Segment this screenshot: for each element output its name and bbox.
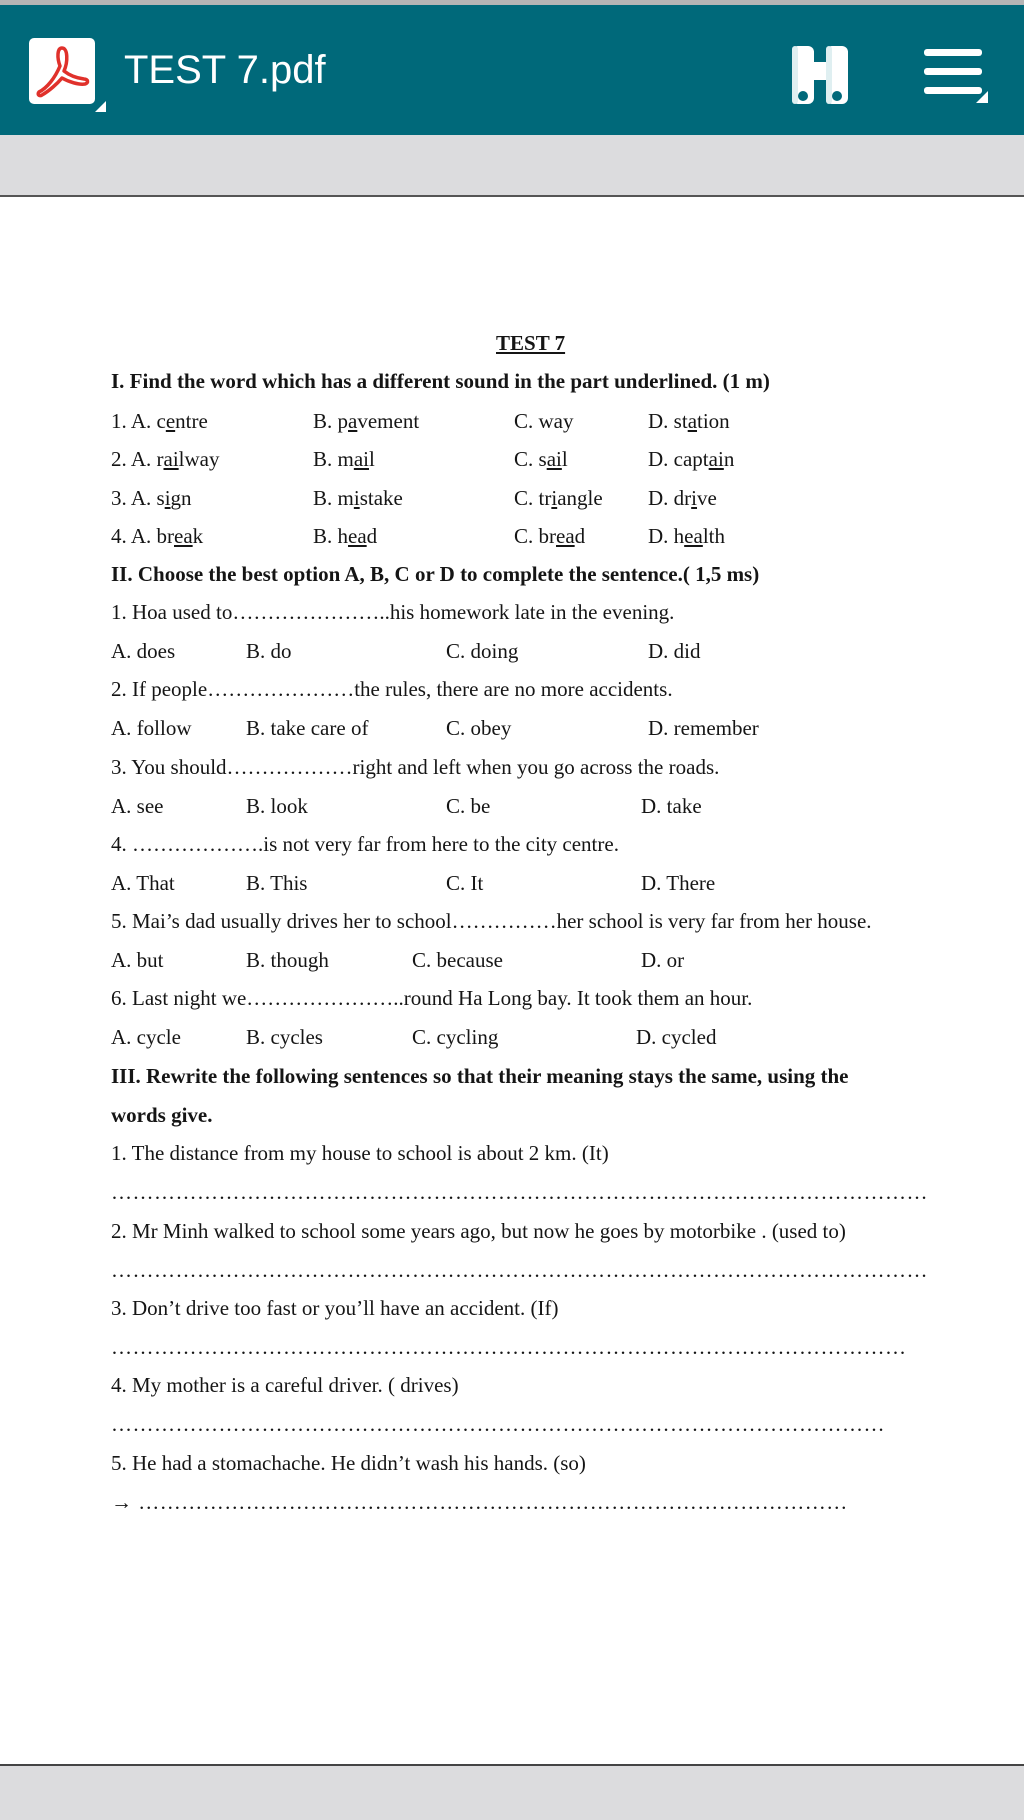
option-prefix: B. p xyxy=(313,409,349,433)
adobe-pdf-icon[interactable] xyxy=(29,38,95,104)
section-1-title: I. Find the word which has a different sound in the part underlined. (1 m) xyxy=(111,369,770,393)
s2-question-6-option-a: A. cycle xyxy=(111,1025,181,1049)
option-underlined-part: ai xyxy=(546,447,562,471)
option-prefix: B. m xyxy=(313,447,354,471)
option-underlined-part: i xyxy=(551,486,558,510)
s2-question-3-option-b: B. look xyxy=(246,794,308,818)
s1-option-3-d xyxy=(648,485,717,511)
s1-option-2-c xyxy=(514,446,568,472)
option-prefix: B. h xyxy=(313,524,349,548)
hamburger-menu-icon[interactable] xyxy=(922,47,988,110)
option-underlined-part: ea xyxy=(684,524,703,548)
s2-question-2-option-b: B. take care of xyxy=(246,716,369,740)
option-suffix: n xyxy=(723,447,735,471)
option-suffix: stake xyxy=(359,486,403,510)
s2-question-6: 6. Last night we…………………..round Ha Long bay. It took them an hour. xyxy=(111,986,753,1010)
option-suffix: l xyxy=(369,447,375,471)
option-prefix: C. way xyxy=(514,409,574,433)
option-underlined-part: ai xyxy=(353,447,369,471)
option-suffix: tion xyxy=(697,409,730,433)
s2-question-3: 3. You should………………right and left when you go across the roads. xyxy=(111,755,720,779)
option-suffix: gn xyxy=(170,486,192,510)
s2-question-1-option-b: B. do xyxy=(246,639,292,663)
s2-question-4: 4. ……………….is not very far from here to the city centre. xyxy=(111,832,619,856)
s1-option-3-b xyxy=(313,485,403,511)
section-3-title-line-1: III. Rewrite the following sentences so that their meaning stays the same, using the xyxy=(111,1064,849,1088)
option-prefix: C. tr xyxy=(514,486,552,510)
option-suffix: d xyxy=(574,524,586,548)
option-prefix: D. st xyxy=(648,409,688,433)
s3-item-5-answer-line: → ……………………………………………………………………………………… xyxy=(111,1490,848,1514)
s2-question-1: 1. Hoa used to…………………..his homework late in the evening. xyxy=(111,600,675,624)
s2-question-1-option-c: C. doing xyxy=(446,639,519,663)
s3-item-3: 3. Don’t drive too fast or you’ll have an accident. (If) xyxy=(111,1296,559,1320)
option-underlined-part: ai xyxy=(708,447,724,471)
option-underlined-part: e xyxy=(165,409,176,433)
option-underlined-part: ai xyxy=(163,447,179,471)
option-prefix: D. h xyxy=(648,524,685,548)
s1-option-1-b xyxy=(313,408,419,434)
option-underlined-part: ea xyxy=(348,524,367,548)
s1-option-4-d xyxy=(648,523,725,549)
s1-option-4-a xyxy=(111,523,203,549)
option-suffix: vement xyxy=(357,409,420,433)
option-suffix: l xyxy=(561,447,568,471)
option-suffix: angle xyxy=(557,486,603,510)
option-prefix: 4. A. br xyxy=(111,524,174,548)
s2-question-4-option-b: B. This xyxy=(246,871,308,895)
option-prefix: 1. A. c xyxy=(111,409,166,433)
s3-item-3-answer-line: ………………………………………………………………………………………………… xyxy=(111,1335,907,1359)
option-underlined-part: a xyxy=(348,409,358,433)
s3-item-4-answer-line: ……………………………………………………………………………………………… xyxy=(111,1412,885,1436)
s1-option-1-a xyxy=(111,408,208,434)
option-prefix: D. capt xyxy=(648,447,709,471)
option-prefix: B. m xyxy=(313,486,354,510)
s3-item-1: 1. The distance from my house to school is about 2 km. (It) xyxy=(111,1141,609,1165)
s2-question-5-option-c: C. because xyxy=(412,948,503,972)
s2-question-6-option-d: D. cycled xyxy=(636,1025,717,1049)
option-prefix: 2. A. r xyxy=(111,447,164,471)
s2-question-1-option-d: D. did xyxy=(648,639,701,663)
option-prefix: C. br xyxy=(514,524,556,548)
bottom-bar xyxy=(0,1766,1024,1820)
s2-question-5-option-d: D. or xyxy=(641,948,685,972)
option-underlined-part: i xyxy=(164,486,171,510)
s1-option-2-a xyxy=(111,446,219,472)
option-suffix: ve xyxy=(697,486,717,510)
s2-question-4-option-a: A. That xyxy=(111,871,175,895)
s3-item-2: 2. Mr Minh walked to school some years ago, but now he goes by motorbike . (used to) xyxy=(111,1219,846,1243)
s2-question-4-option-d: D. There xyxy=(641,871,716,895)
s1-option-4-b xyxy=(313,523,377,549)
s1-option-3-c xyxy=(514,485,603,511)
option-underlined-part: ea xyxy=(556,524,575,548)
option-underlined-part: a xyxy=(687,409,698,433)
binoculars-icon[interactable] xyxy=(788,44,852,113)
page-title: TEST 7 xyxy=(496,331,566,355)
s2-question-6-option-b: B. cycles xyxy=(246,1025,323,1049)
s1-option-1-d xyxy=(648,408,730,434)
option-underlined-part: ea xyxy=(174,524,193,548)
s2-question-2-option-c: C. obey xyxy=(446,716,512,740)
s1-option-1-c xyxy=(514,408,574,434)
document-title: TEST 7.pdf xyxy=(124,48,326,92)
s1-option-2-d xyxy=(648,446,734,472)
s2-question-3-option-c: C. be xyxy=(446,794,491,818)
option-prefix: 3. A. s xyxy=(111,486,165,510)
s1-option-3-a xyxy=(111,485,192,511)
option-prefix: C. s xyxy=(514,447,547,471)
s2-question-1-option-a: A. does xyxy=(111,639,176,663)
s2-question-5: 5. Mai’s dad usually drives her to school……………her school is very far from her house. xyxy=(111,909,872,933)
option-prefix: D. dr xyxy=(648,486,692,510)
s2-question-5-option-b: B. though xyxy=(246,948,329,972)
s2-question-4-option-c: C. It xyxy=(446,871,484,895)
option-suffix: d xyxy=(366,524,378,548)
s1-option-4-c xyxy=(514,523,585,549)
s2-question-3-option-d: D. take xyxy=(641,794,702,818)
section-3-title-line-2: words give. xyxy=(111,1103,213,1127)
s2-question-5-option-a: A. but xyxy=(111,948,164,972)
s2-question-2-option-a: A. follow xyxy=(111,716,192,740)
s2-question-2-option-d: D. remember xyxy=(648,716,759,740)
s2-question-6-option-c: C. cycling xyxy=(412,1025,499,1049)
s3-item-1-answer-line: …………………………………………………………………………………………………… xyxy=(111,1180,928,1204)
s3-item-5: 5. He had a stomachache. He didn’t wash his hands. (so) xyxy=(111,1451,586,1475)
s3-item-2-answer-line: …………………………………………………………………………………………………… xyxy=(111,1258,928,1282)
option-suffix: k xyxy=(192,524,204,548)
toolbar-spacer xyxy=(0,135,1024,195)
logo-dropdown-indicator xyxy=(95,101,106,112)
s2-question-3-option-a: A. see xyxy=(111,794,164,818)
option-underlined-part: i xyxy=(691,486,698,510)
option-suffix: lth xyxy=(702,524,725,548)
s3-item-4: 4. My mother is a careful driver. ( drives) xyxy=(111,1373,459,1397)
option-suffix: ntre xyxy=(175,409,208,433)
app-bar xyxy=(0,5,1024,135)
option-suffix: lway xyxy=(178,447,220,471)
s2-question-2: 2. If people…………………the rules, there are no more accidents. xyxy=(111,677,673,701)
s1-option-2-b xyxy=(313,446,375,472)
section-2-title: II. Choose the best option A, B, C or D to complete the sentence.( 1,5 ms) xyxy=(111,562,760,586)
option-underlined-part: i xyxy=(353,486,360,510)
